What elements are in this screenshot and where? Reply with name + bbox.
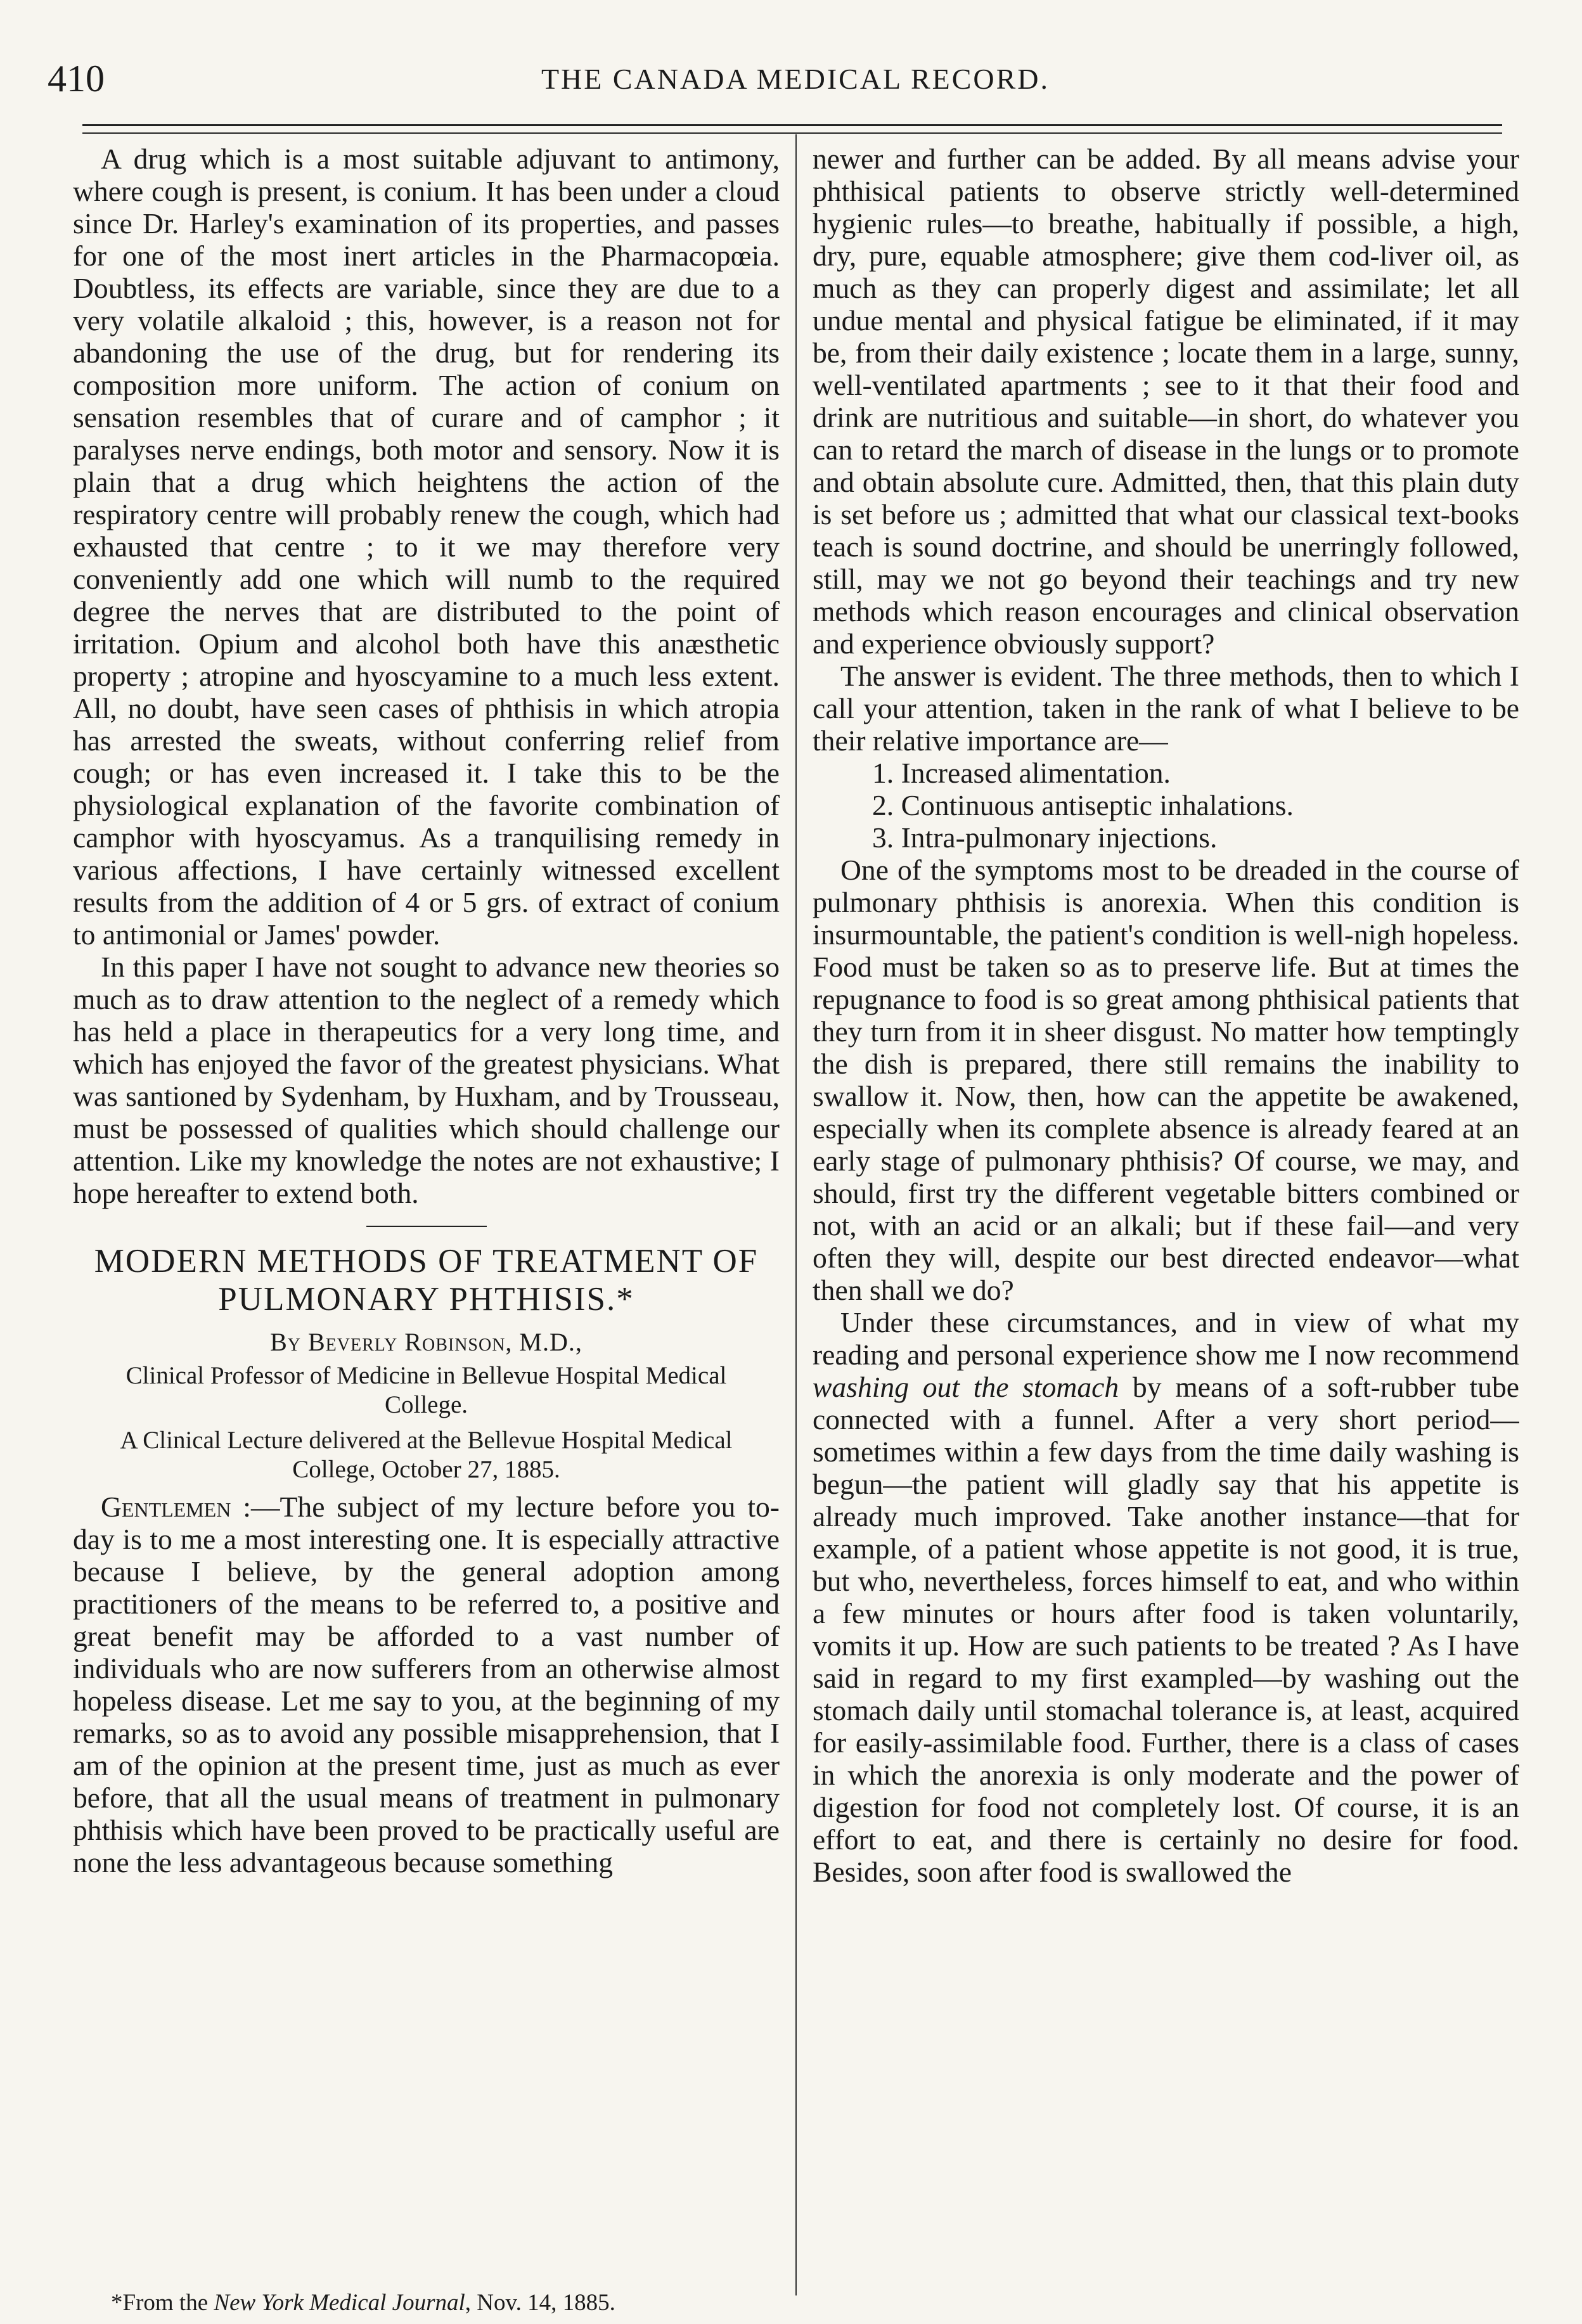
- running-title: THE CANADA MEDICAL RECORD.: [541, 63, 1050, 95]
- column-divider: [795, 134, 797, 2295]
- article-title: MODERN METHODS OF TREATMENT OF PULMONARY PHTHISIS.*: [94, 1243, 759, 1318]
- list-item: 1. Increased alimentation.: [872, 757, 1171, 789]
- right-column: [813, 143, 1519, 2291]
- salutation: Gentlemen :: [101, 1491, 251, 1523]
- paragraph: In this paper I have not sought to advance new theories so much as to draw attention to the neglect of a remedy which has held a place in therapeutics for a very long time, and which has enjoyed the favor of the greatest physicians. What was santioned by Sydenham, by Huxham, and by Trousseau, must be possessed of qualities which should challenge our attention. Like my knowledge the notes are not exhaustive; I hope hereafter to extend both.: [73, 951, 780, 1209]
- paragraph: [73, 1491, 780, 1878]
- footnote-text: , Nov. 14, 1885.: [465, 2290, 615, 2316]
- paragraph: One of the symptoms most to be dreaded in the course of pulmonary phthisis is anorexia. When this condition is insurmountable, the patient's condition is well-nigh hopeless. Food must be taken so as to preserve life. But at times the repugnance to food is so great among phthisical patients that they turn from it in sheer disgust. No matter how temptingly the dish is prepared, there still remains the inability to swallow it. Now, then, how can the appetite be awakened, especially when its complete absence is already feared at an early stage of pulmonary phthisis? Of course, we may, and should, first try the different vegetable bitters combined or not, with an acid or an alkali; but if these fail—and very often they will, despite our best directed endeavor—what then shall we do?: [813, 854, 1519, 1306]
- list-item: 2. Continuous antiseptic inhalations.: [872, 789, 1294, 821]
- paragraph: A drug which is a most suitable adjuvant to antimony, where cough is present, is conium. It has been under a cloud since Dr. Harley's examination of its properties, and passes for one of the most inert articles in the Pharmacopœia. Doubtless, its effects are variable, since they are due to a very volatile alkaloid ; this, however, is a reason not for abandoning the use of the drug, but for rendering its composition more uniform. The action of conium on sensation resembles that of curare and of camphor ; it paralyses nerve endings, both motor and sensory. Now it is plain that a drug which heightens the action of the respiratory centre will probably renew the cough, which had exhausted that centre ; to it we may therefore very conveniently add one which will numb to the required degree the nerves that are distributed to the point of irritation. Opium and alcohol both have this anæsthetic property ; atropine and hyoscyamine to a much less extent. All, no doubt, have seen cases of phthisis in which atropia has arrested the sweats, without conferring relief from cough; or has even increased it. I take this to be the physiological explanation of the favorite combination of camphor with hyoscyamus. As a tranquilising remedy in various affections, I have certainly witnessed excellent results from the addition of 4 or 5 grs. of extract of conium to antimonial or James' powder.: [73, 143, 780, 951]
- footnote: [73, 2289, 818, 2317]
- left-column: [73, 143, 780, 2291]
- section-divider: [366, 1226, 487, 1227]
- article-byline: By Beverly Robinson, M.D.,: [270, 1328, 582, 1356]
- author-affiliation: Clinical Professor of Medicine in Bellevue Hospital Medical College.: [125, 1362, 727, 1418]
- page-header: [48, 57, 1543, 114]
- lecture-note: A Clinical Lecture delivered at the Bellevue Hospital Medical College, October 27, 1885.: [120, 1427, 733, 1483]
- page-number: 410: [48, 58, 105, 100]
- footnote-text: *From the: [111, 2290, 214, 2316]
- paragraph-text: Under these circumstances, and in view of what my reading and personal experience show me I now recommend: [813, 1306, 1519, 1371]
- paragraph: newer and further can be added. By all means advise your phthisical patients to observe strictly well-determined hygienic rules—to breathe, habitually if possible, a high, dry, pure, equable atmosphere; give them cod-liver oil, as much as they can properly digest and assimilate; let all undue mental and physical fatigue be eliminated, if it may be, from their daily existence ; locate them in a large, sunny, well-ventilated apartments ; see to it that their food and drink are nutritious and suitable—in short, do whatever you can to retard the march of disease in the lungs or to promote and obtain absolute cure. Admitted, then, that this plain duty is set before us ; admitted that what our classical text-books teach is sound doctrine, and should be unerringly followed, still, may we not go beyond their teachings and try new methods which reason encourages and clinical observation and experience obviously support?: [813, 143, 1519, 660]
- list-item: 3. Intra-pulmonary injections.: [872, 821, 1218, 854]
- paragraph-text: —The subject of my lecture before you to-day is to me a most interesting one. It is especially attractive because I believe, by the general adoption among practitioners of the means to be referred to, a positive and great benefit may be afforded to a vast number of individuals who are now sufferers from an otherwise almost hopeless disease. Let me say to you, at the beginning of my remarks, so as to avoid any possible misapprehension, that I am of the opinion at the present time, just as much as ever before, that all the usual means of treatment in pulmonary phthisis which have been proved to be practically useful are none the less advantageous because something: [73, 1491, 780, 1878]
- paragraph: The answer is evident. The three methods, then to which I call your attention, taken in the rank of what I believe to be their relative importance are—: [813, 660, 1519, 757]
- paragraph-text: by means of a soft-rubber tube connected with a funnel. After a very short period—sometimes within a few days from the time daily washing is begun—the patient will gladly say that his appetite is already much improved. Take another instance—that for example, of a patient whose appetite is not good, it is true, but who, nevertheless, forces himself to eat, and who within a few minutes or hours after food is taken voluntarily, vomits it up. How are such patients to be treated ? As I have said in regard to my first exampled—by washing out the stomach daily until stomachal tolerance is, at least, acquired for easily-assimilable food. Further, there is a class of cases in which the anorexia is only moderate and the power of digestion for food not completely lost. Of course, it is an effort to eat, and there is certainly no desire for food. Besides, soon after food is swallowed the: [813, 1371, 1519, 1888]
- header-rule: [82, 124, 1502, 134]
- paragraph: [813, 1306, 1519, 1888]
- footnote-journal: New York Medical Journal: [214, 2290, 465, 2316]
- emphasis: washing out the stomach: [813, 1371, 1119, 1403]
